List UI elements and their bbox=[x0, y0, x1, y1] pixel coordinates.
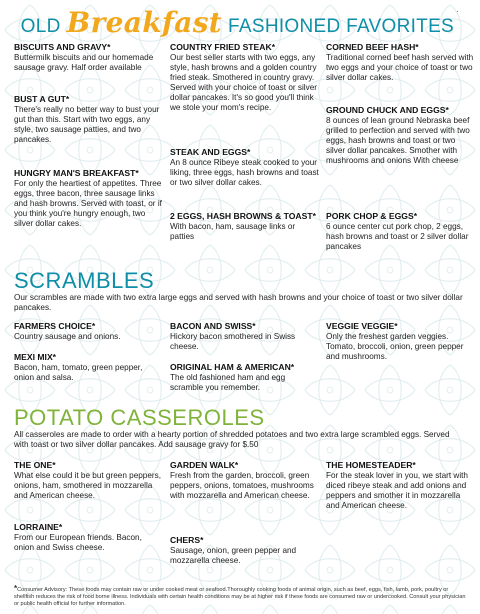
item-desc: With bacon, ham, sausage links or patties bbox=[170, 222, 296, 241]
item-name: PORK CHOP & EGGS* bbox=[326, 211, 418, 221]
item-name: THE ONE* bbox=[14, 460, 56, 470]
item-name: LORRAINE* bbox=[14, 522, 63, 532]
item-desc: For the steak lover in you, we start with diced ribeye steak and add onions and peppers and smother it in mozzarella and American cheese. bbox=[326, 471, 468, 510]
menu-item-garden-walk bbox=[170, 460, 320, 501]
item-desc: 6 ounce center cut pork chop, 2 eggs, hash browns and toast or 2 silver dollar pancakes bbox=[326, 222, 469, 251]
item-name: MEXI MIX* bbox=[14, 352, 57, 362]
item-name: 2 EGGS, HASH BROWNS & TOAST* bbox=[170, 211, 316, 221]
header-word-fashioned-favorites: FASHIONED FAVORITES bbox=[228, 16, 455, 37]
menu-item-country-fried-steak bbox=[170, 42, 320, 113]
item-desc: From our European friends. Bacon, onion and Swiss cheese. bbox=[14, 533, 142, 552]
scrambles-intro: Our scrambles are made with two extra large eggs and served with hash browns and your choice of toast or two silver dollar pancakes. bbox=[14, 293, 463, 312]
item-name: BISCUITS AND GRAVY* bbox=[14, 42, 111, 52]
item-name: CORNED BEEF HASH* bbox=[326, 42, 419, 52]
menu-item-2-eggs-hash-browns-toast bbox=[170, 211, 320, 242]
item-desc: Traditional corned beef hash served with two eggs and your choice of toast or two silver dollar cakes. bbox=[326, 53, 474, 82]
menu-item-hungry-mans-breakfast bbox=[14, 168, 164, 229]
item-desc: Buttermilk biscuits and our homemade sausage gravy. Half order available bbox=[14, 53, 154, 72]
menu-item-original-ham-american bbox=[170, 362, 320, 393]
item-name: CHERS* bbox=[170, 535, 204, 545]
item-desc: There's really no better way to bust your gut than this. Start with two eggs, any style, two sausage patties, and two pancakes. bbox=[14, 105, 160, 144]
item-desc: Fresh from the garden, broccoli, green peppers, onions, tomatoes, mushrooms with mozzarella and American cheese. bbox=[170, 471, 314, 500]
menu-item-steak-and-eggs bbox=[170, 147, 320, 188]
item-name: BACON AND SWISS* bbox=[170, 321, 256, 331]
menu-item-veggie-veggie bbox=[326, 321, 476, 362]
item-desc: Sausage, onion, green pepper and mozzarella cheese. bbox=[170, 546, 297, 565]
menu-item-farmers-choice bbox=[14, 321, 164, 342]
item-desc: For only the heartiest of appetites. Three eggs, three bacon, three sausage links and hash browns. Served with toast, or if you think you're hungry enough, two silver dollar cakes. bbox=[14, 179, 162, 228]
item-desc: Our best seller starts with two eggs, any style, hash browns and a golden country fried steak. Smothered in country gravy. Served with your choice of toast or silver dollar pancakes. It's so good you'll think we stole your mom's recipe. bbox=[170, 53, 317, 112]
item-name: COUNTRY FRIED STEAK* bbox=[170, 42, 276, 52]
consumer-advisory bbox=[14, 585, 469, 608]
casseroles-intro: All casseroles are made to order with a hearty portion of shredded potatoes and two extra large scrambled eggs. Served with toast or two silver dollar pancakes. Add sausage gravy for $.50 bbox=[14, 430, 450, 449]
menu-item-mexi-mix bbox=[14, 352, 164, 383]
menu-item-bust-a-gut bbox=[14, 94, 164, 145]
header-word-breakfast: Breakfast bbox=[66, 6, 223, 39]
section-title-potato-casseroles: POTATO CASSEROLES bbox=[14, 405, 265, 430]
item-name: STEAK AND EGGS* bbox=[170, 147, 251, 157]
item-desc: Only the freshest garden veggies. Tomato, broccoli, onion, green pepper and mushrooms. bbox=[326, 332, 464, 361]
item-name: HUNGRY MAN'S BREAKFAST* bbox=[14, 168, 139, 178]
item-name: BUST A GUT* bbox=[14, 94, 70, 104]
item-name: FARMERS CHOICE* bbox=[14, 321, 96, 331]
item-desc: An 8 ounce Ribeye steak cooked to your liking, three eggs, hash browns and toast or two silver dollar cakes. bbox=[170, 158, 319, 187]
advisory-asterisk: * bbox=[14, 584, 18, 593]
breakfast-header bbox=[0, 6, 480, 40]
item-desc: Country sausage and onions. bbox=[14, 332, 121, 341]
menu-item-chers bbox=[170, 535, 320, 566]
menu-item-lorraine bbox=[14, 522, 164, 553]
item-name: GARDEN WALK* bbox=[170, 460, 239, 470]
section-title-scrambles: SCRAMBLES bbox=[14, 268, 155, 293]
item-name: VEGGIE VEGGIE* bbox=[326, 321, 398, 331]
item-name: GROUND CHUCK AND EGGS* bbox=[326, 105, 449, 115]
item-desc: What else could it be but green peppers, onions, ham, smothered in mozzarella and American cheese. bbox=[14, 471, 162, 500]
menu-item-corned-beef-hash bbox=[326, 42, 476, 83]
header-word-old: OLD bbox=[20, 16, 61, 37]
item-desc: Hickory bacon smothered in Swiss cheese. bbox=[170, 332, 296, 351]
item-desc: 8 ounces of lean ground Nebraska beef grilled to perfection and served with two eggs, hash browns and toast or two silver dollar pancakes. Smother with mushrooms and onions With cheese bbox=[326, 116, 470, 165]
menu-item-pork-chop-eggs bbox=[326, 211, 476, 252]
item-desc: Bacon, ham, tomato, green pepper, onion and salsa. bbox=[14, 363, 143, 382]
advisory-text: Consumer Advisory: These foods may contain raw or under cooked meat or seafood.Thoroughly cooking foods of animal origin, such as beef, eggs, fish, lamb, pork, poultry or shellfish reduces the risk of food borne illness. Individuals with certain health conditions may be at higher risk if these foods are consumed raw or undercooked. Consult your physician or public health official for further information. bbox=[14, 587, 466, 607]
menu-item-ground-chuck-eggs bbox=[326, 105, 476, 166]
item-name: ORIGINAL HAM & AMERICAN* bbox=[170, 362, 295, 372]
item-name: THE HOMESTEADER* bbox=[326, 460, 416, 470]
menu-item-the-homesteader bbox=[326, 460, 476, 511]
header-dot: · bbox=[456, 6, 460, 16]
menu-item-bacon-and-swiss bbox=[170, 321, 320, 352]
item-desc: The old fashioned ham and egg scramble you remember. bbox=[170, 373, 286, 392]
menu-item-the-one bbox=[14, 460, 164, 501]
menu-item-biscuits-gravy bbox=[14, 42, 164, 73]
